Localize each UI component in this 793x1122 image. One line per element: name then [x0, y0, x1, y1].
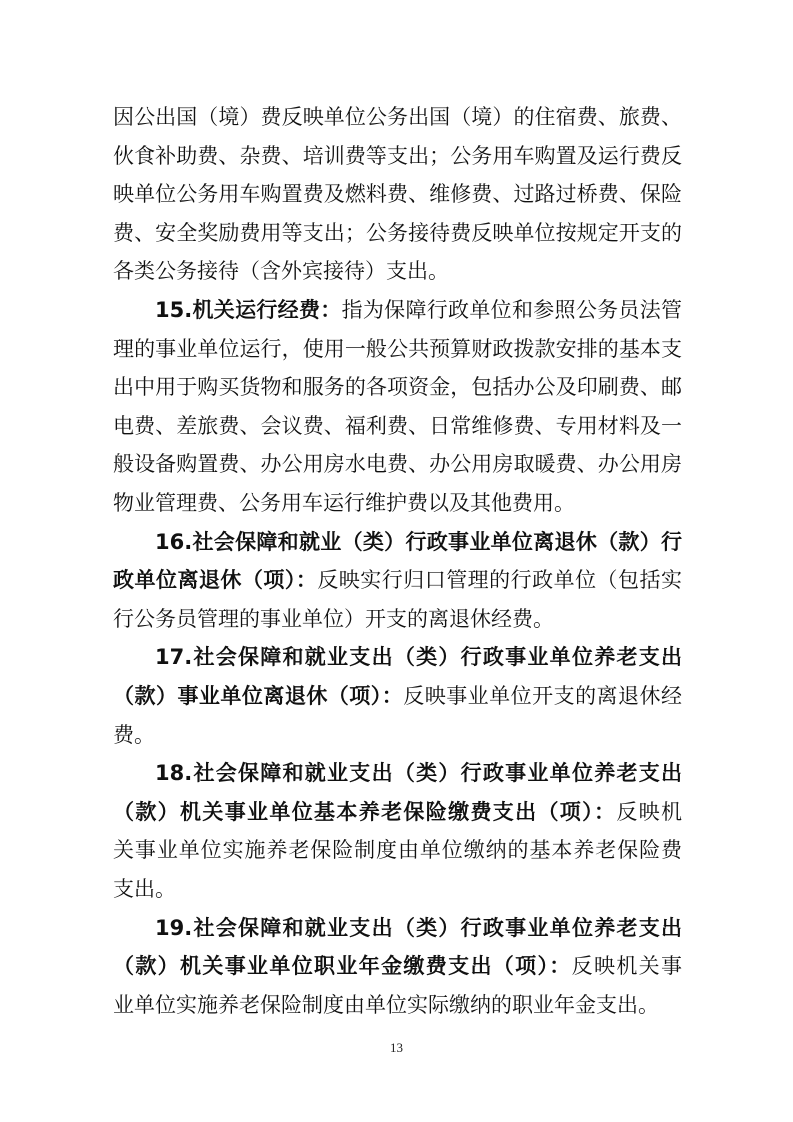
- paragraph-line: 行公务员管理的事业单位）开支的离退休经费。: [113, 606, 554, 631]
- item-15-first-line: [155, 292, 682, 328]
- item-18-heading: 18.社会保障和就业支出（类）行政事业单位养老支出: [155, 761, 682, 786]
- paragraph-line: 费。: [113, 722, 155, 747]
- item-17-heading: 17.社会保障和就业支出（类）行政事业单位养老支出: [155, 645, 682, 670]
- paragraph-line: 般设备购置费、办公用房水电费、办公用房取暖费、办公用房: [113, 452, 682, 477]
- item-19-text: 反映机关事: [571, 954, 682, 979]
- item-16-heading-cont: 政单位离退休（项）：: [113, 568, 318, 593]
- item-16-text: 反映实行归口管理的行政单位（包括实: [317, 568, 682, 593]
- item-18-text: 反映机: [616, 799, 682, 824]
- item-15-text: 指为保障行政单位和参照公务员法管: [341, 298, 682, 322]
- paragraph-line: 出中用于购买货物和服务的各项资金，包括办公及印刷费、邮: [113, 375, 682, 400]
- paragraph-line: 因公出国（境）费反映单位公务出国（境）的住宿费、旅费、: [113, 105, 682, 129]
- item-19-heading: 19.社会保障和就业支出（类）行政事业单位养老支出: [155, 915, 682, 940]
- paragraph-line: 关事业单位实施养老保险制度由单位缴纳的基本养老保险费: [113, 838, 682, 863]
- item-18-heading-cont: （款）机关事业单位基本养老保险缴费支出（项）：: [113, 799, 617, 824]
- paragraph-line: 电费、差旅费、会议费、福利费、日常维修费、专用材料及一: [113, 413, 682, 438]
- paragraph-line: 伙食补助费、杂费、培训费等支出；公务用车购置及运行费反: [113, 143, 682, 168]
- item-19-heading-cont: （款）机关事业单位职业年金缴费支出（项）：: [113, 954, 572, 979]
- paragraph-line: 业单位实施养老保险制度由单位实际缴纳的职业年金支出。: [113, 992, 659, 1017]
- item-17-second-line: [113, 678, 682, 714]
- paragraph-line: 理的事业单位运行，使用一般公共预算财政拨款安排的基本支: [113, 336, 682, 361]
- page-number: 13: [390, 1040, 403, 1055]
- item-19-second-line: [113, 948, 682, 984]
- item-17-text: 反映事业单位开支的离退休经: [403, 684, 682, 708]
- item-17-heading-cont: （款）事业单位离退休（项）：: [113, 684, 404, 708]
- item-16-second-line: [113, 562, 682, 598]
- item-16-heading: 16.社会保障和就业（类）行政事业单位离退休（款）行: [155, 529, 682, 554]
- paragraph-line: 费、安全奖励费用等支出；公务接待费反映单位按规定开支的: [113, 220, 682, 245]
- paragraph-line: 各类公务接待（含外宾接待）支出。: [113, 259, 449, 284]
- paragraph-line: 支出。: [113, 877, 176, 901]
- paragraph-line: 物业管理费、公务用车运行维护费以及其他费用。: [113, 491, 575, 515]
- item-15-heading: 15.机关运行经费：: [155, 298, 342, 322]
- item-18-second-line: [113, 794, 682, 830]
- paragraph-line: 映单位公务用车购置费及燃料费、维修费、过路过桥费、保险: [113, 182, 682, 207]
